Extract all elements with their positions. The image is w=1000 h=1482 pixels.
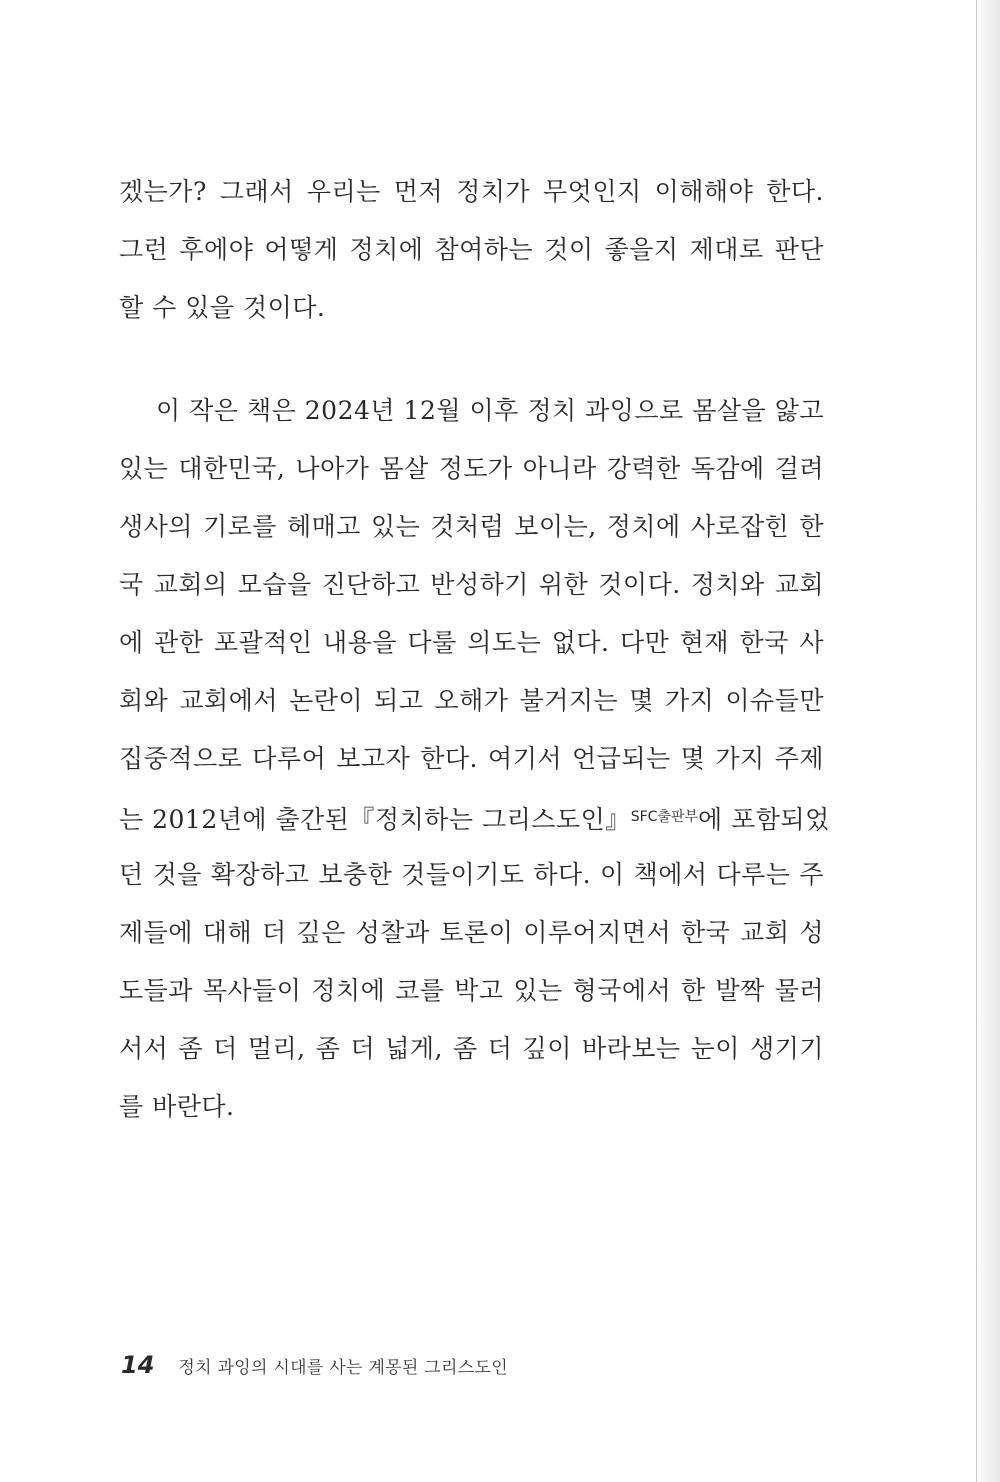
text-line: 서서 좀 더 멀리, 좀 더 넓게, 좀 더 깊이 바라보는 눈이 생기기 (119, 1034, 824, 1063)
paragraph-1 (119, 163, 824, 337)
text-line: 국 교회의 모습을 진단하고 반성하기 위한 것이다. 정치와 교회 (119, 570, 824, 599)
text-line: 할 수 있을 것이다. (119, 293, 326, 322)
text-line: 생사의 기로를 헤매고 있는 것처럼 보이는, 정치에 사로잡힌 한 (119, 512, 824, 541)
text-line: 집중적으로 다루어 보고자 한다. 여기서 언급되는 몇 가지 주제 (119, 744, 824, 773)
text-line: 겠는가? 그래서 우리는 먼저 정치가 무엇인지 이해해야 한다. (119, 177, 824, 206)
text-line-with-publisher (119, 788, 830, 846)
line-text-before: 는 2012년에 출간된『정치하는 그리스도인』 (119, 805, 631, 834)
running-title: 정치 과잉의 시대를 사는 계몽된 그리스도인 (178, 1357, 508, 1378)
text-line: 도들과 목사들이 정치에 코를 박고 있는 형국에서 한 발짝 물러 (119, 976, 824, 1005)
page-footer (121, 1345, 508, 1385)
text-line: 를 바란다. (119, 1092, 235, 1121)
publisher-note: SFC출판부 (630, 809, 699, 825)
page-number: 14 (121, 1351, 155, 1379)
paragraph-2 (119, 382, 830, 1136)
text-line: 있는 대한민국, 나아가 몸살 정도가 아니라 강력한 독감에 걸려 (119, 454, 824, 483)
text-line: 이 작은 책은 2024년 12월 이후 정치 과잉으로 몸살을 앓고 (156, 396, 824, 425)
page-edge-shadow (974, 0, 1000, 1482)
text-line: 회와 교회에서 논란이 되고 오해가 불거지는 몇 가지 이슈들만 (119, 686, 824, 715)
text-line: 그런 후에야 어떻게 정치에 참여하는 것이 좋을지 제대로 판단 (119, 235, 824, 264)
text-line: 제들에 대해 더 깊은 성찰과 토론이 이루어지면서 한국 교회 성 (119, 918, 824, 947)
text-line: 던 것을 확장하고 보충한 것들이기도 하다. 이 책에서 다루는 주 (119, 860, 824, 889)
line-text-after: 에 포함되었 (698, 805, 830, 834)
text-line: 에 관한 포괄적인 내용을 다룰 의도는 없다. 다만 현재 한국 사 (119, 628, 824, 657)
